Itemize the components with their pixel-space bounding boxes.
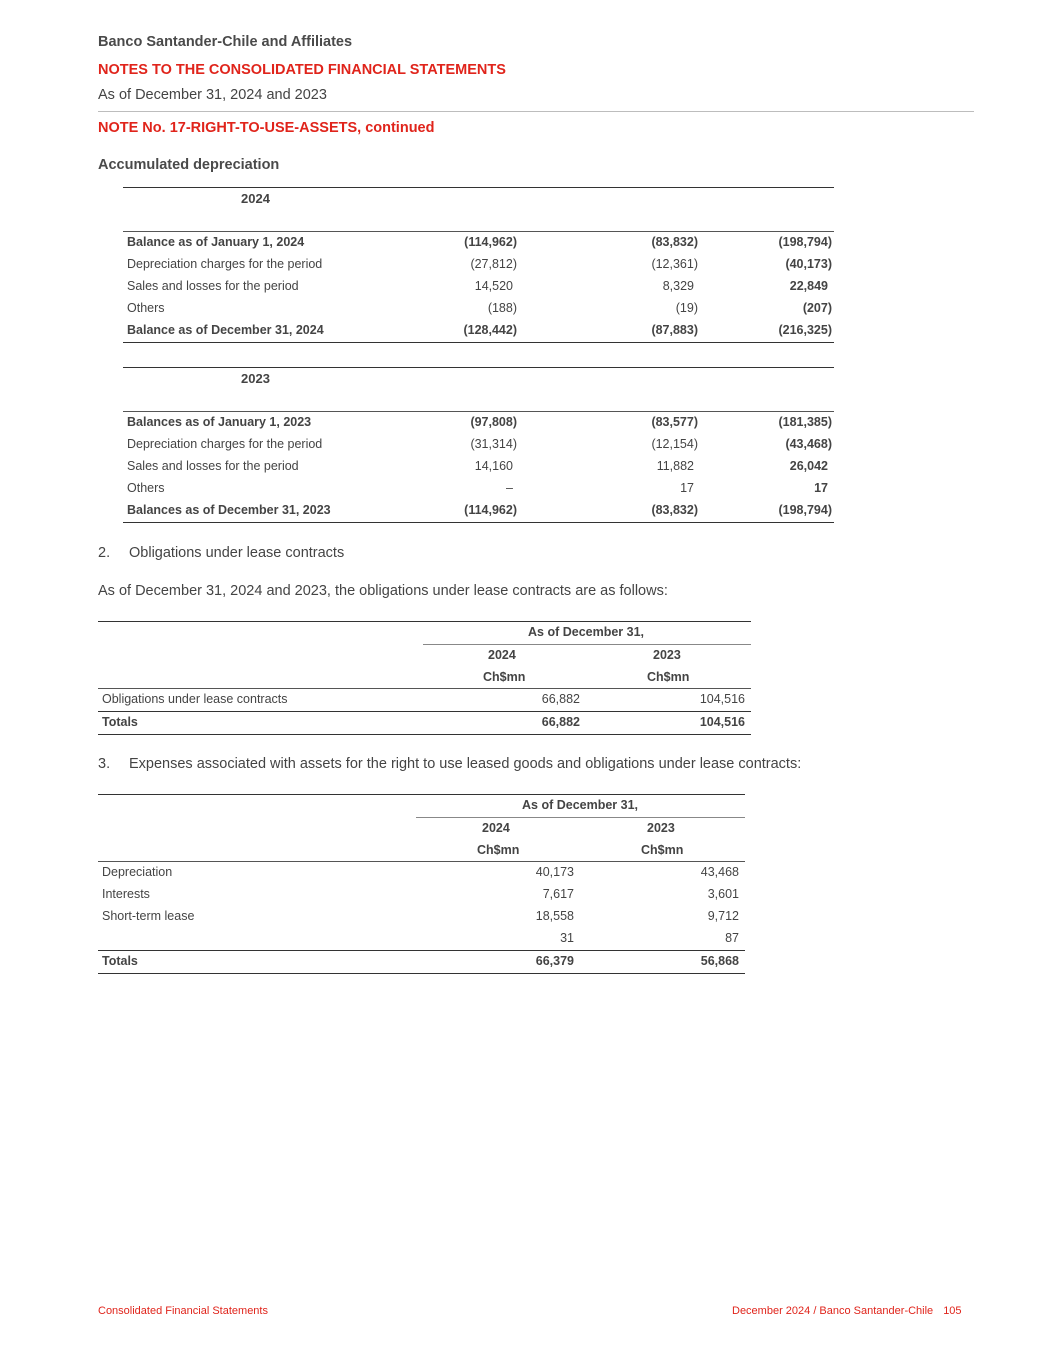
table-row: Sales and losses for the period 14,520 8,329 22,849	[127, 279, 828, 293]
table-row: Sales and losses for the period 14,160 11,882 26,042	[127, 459, 828, 473]
accumulated-depreciation-title: Accumulated depreciation	[98, 157, 280, 173]
section-number: 2.	[98, 545, 111, 561]
table-row: Balances as of January 1, 2023 (97,808) (83,577) (181,385)	[127, 415, 832, 429]
section-title: Obligations under lease contracts	[129, 545, 345, 561]
section-2-heading	[98, 545, 344, 561]
table-row: Depreciation 40,173 43,468	[98, 861, 745, 884]
year-header-2023: 2023	[653, 648, 681, 662]
unit-header-2024: Ch$mn	[483, 670, 526, 684]
header-rule	[416, 817, 745, 818]
lease-expenses-table	[98, 794, 745, 974]
as-of-date: As of December 31, 2024 and 2023	[98, 87, 327, 103]
table-row: Others (188) (19) (207)	[127, 301, 832, 315]
depreciation-table-2023	[123, 367, 834, 523]
unit-header-2023: Ch$mn	[641, 843, 684, 857]
table-row: Obligations under lease contracts 66,882 104,516	[98, 688, 751, 711]
depreciation-table-2024	[123, 187, 834, 343]
column-group-header: As of December 31,	[522, 798, 639, 812]
year-header-2024: 2024	[482, 821, 510, 835]
section-2-paragraph: As of December 31, 2024 and 2023, the obligations under lease contracts are as follows:	[98, 583, 668, 599]
table-row: Short-term lease 18,558 9,712	[102, 909, 739, 923]
table-year-heading: 2024	[241, 191, 270, 206]
table-row: Depreciation charges for the period (27,812) (12,361) (40,173)	[127, 257, 832, 271]
table-row: 31 87	[560, 931, 739, 945]
column-group-header: As of December 31,	[528, 625, 645, 639]
totals-row: Totals 66,882 104,516	[98, 711, 751, 735]
table-row: Balance as of December 31, 2024 (128,442) (87,883) (216,325)	[123, 320, 834, 343]
section-title: Expenses associated with assets for the right to use leased goods and obligations under lease contracts:	[129, 756, 802, 772]
table-row: Interests 7,617 3,601	[102, 887, 739, 901]
header-divider	[98, 111, 974, 112]
unit-header-2024: Ch$mn	[477, 843, 520, 857]
unit-header-2023: Ch$mn	[647, 670, 690, 684]
table-row: Balances as of December 31, 2023 (114,962) (83,832) (198,794)	[123, 500, 834, 523]
year-header-2023: 2023	[647, 821, 675, 835]
table-year-heading: 2023	[241, 371, 270, 386]
year-header-2024: 2024	[488, 648, 516, 662]
footer-document-title: Consolidated Financial Statements	[98, 1305, 268, 1317]
company-name: Banco Santander-Chile and Affiliates	[98, 34, 353, 50]
table-row: Balance as of January 1, 2024 (114,962) (83,832) (198,794)	[127, 235, 832, 249]
footer-publication	[732, 1305, 962, 1317]
section-3-heading	[98, 756, 801, 772]
header-rule	[423, 644, 751, 645]
table-row: Others – 17 17	[127, 481, 828, 495]
notes-title: NOTES TO THE CONSOLIDATED FINANCIAL STATEMENTS	[98, 62, 506, 78]
totals-row: Totals 66,379 56,868	[98, 950, 745, 974]
table-row: Depreciation charges for the period (31,314) (12,154) (43,468)	[127, 437, 832, 451]
lease-obligations-table	[98, 621, 751, 735]
section-number: 3.	[98, 756, 111, 772]
page-number: 105	[943, 1305, 962, 1317]
note-title: NOTE No. 17-RIGHT-TO-USE-ASSETS, continued	[98, 120, 435, 136]
footer-publication-label: December 2024 / Banco Santander-Chile	[732, 1305, 934, 1317]
